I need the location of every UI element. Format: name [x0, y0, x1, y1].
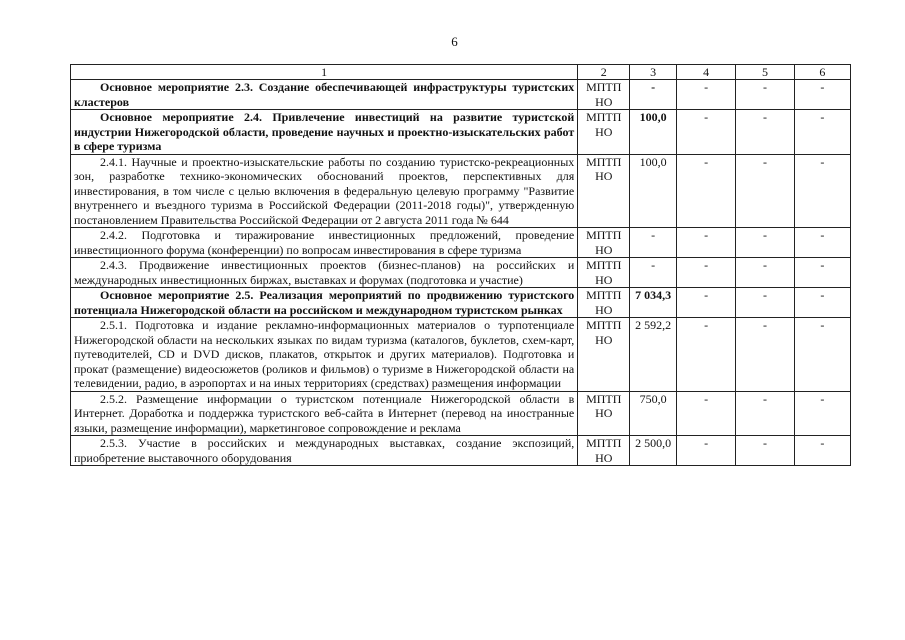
amount-cell: 7 034,3 [630, 288, 677, 318]
amount-cell: 2 592,2 [630, 318, 677, 392]
value-cell-4: - [676, 228, 735, 258]
value-cell-4: - [676, 288, 735, 318]
amount-cell: 750,0 [630, 391, 677, 436]
value-cell-6: - [794, 258, 850, 288]
value-cell-4: - [676, 154, 735, 228]
executor-cell: МПТП НО [578, 110, 630, 155]
value-cell-6: - [794, 318, 850, 392]
value-cell-5: - [736, 110, 794, 155]
column-header-6: 6 [794, 65, 850, 80]
activity-name-cell: 2.5.2. Размещение информации о туристском потенциале Нижегородской области в Интернет. Доработка и поддержка туристского веб-сайта в Интернет (перевод на иностранные языки, размещение информации), маркетинговое сопровождение и реклама [71, 391, 578, 436]
activity-name-cell: Основное мероприятие 2.3. Создание обеспечивающей инфраструктуры туристских кластеров [71, 80, 578, 110]
executor-cell: МПТП НО [578, 391, 630, 436]
program-table [70, 64, 851, 466]
column-header-2: 2 [578, 65, 630, 80]
value-cell-5: - [736, 228, 794, 258]
executor-cell: МПТП НО [578, 258, 630, 288]
executor-cell: МПТП НО [578, 228, 630, 258]
table-row [71, 110, 851, 155]
activity-name-cell: Основное мероприятие 2.5. Реализация мероприятий по продвижению туристского потенциала Нижегородской области на российском и международном туристском рынках [71, 288, 578, 318]
amount-cell: - [630, 258, 677, 288]
executor-cell: МПТП НО [578, 436, 630, 466]
executor-cell: МПТП НО [578, 80, 630, 110]
value-cell-6: - [794, 288, 850, 318]
amount-cell: - [630, 80, 677, 110]
activity-name-cell: 2.4.1. Научные и проектно-изыскательские работы по созданию туристско-рекреационных зон, разработке технико-экономических обоснований проектов, перспективных для инвестирования, в том числе с целью включения в федеральную целевую программу "Развитие внутреннего и въездного туризма в Российской Федерации (2011-2018 годы)", утвержденную постановлением Правительства Российской Федерации от 2 августа 2011 года № 644 [71, 154, 578, 228]
column-header-4: 4 [676, 65, 735, 80]
value-cell-6: - [794, 154, 850, 228]
amount-cell: - [630, 228, 677, 258]
value-cell-5: - [736, 258, 794, 288]
value-cell-6: - [794, 110, 850, 155]
value-cell-6: - [794, 80, 850, 110]
value-cell-4: - [676, 318, 735, 392]
table-row [71, 391, 851, 436]
amount-cell: 100,0 [630, 110, 677, 155]
table-header-row [71, 65, 851, 80]
value-cell-5: - [736, 154, 794, 228]
value-cell-4: - [676, 258, 735, 288]
value-cell-6: - [794, 391, 850, 436]
value-cell-4: - [676, 80, 735, 110]
table-row [71, 436, 851, 466]
activity-name-cell: Основное мероприятие 2.4. Привлечение инвестиций на развитие туристской индустрии Нижегородской области, проведение научных и проектно-изыскательских работ в сфере туризма [71, 110, 578, 155]
value-cell-4: - [676, 391, 735, 436]
page-number: 6 [451, 34, 458, 49]
executor-cell: МПТП НО [578, 318, 630, 392]
table-row [71, 228, 851, 258]
amount-cell: 100,0 [630, 154, 677, 228]
activity-name-cell: 2.5.1. Подготовка и издание рекламно-информационных материалов о турпотенциале Нижегородской области на нескольких языках по видам туризма (каталогов, буклетов, схем-карт, путеводителей, CD и DVD дисков, плакатов, открыток и других материалов). Подготовка и прокат (размещение) видеосюжетов (роликов и фильмов) о туризме в Нижегородской области на телевидении, радио, в аэропортах и на иных территориях (средствах) размещения информации [71, 318, 578, 392]
value-cell-5: - [736, 288, 794, 318]
column-header-3: 3 [630, 65, 677, 80]
value-cell-6: - [794, 436, 850, 466]
column-header-1: 1 [71, 65, 578, 80]
executor-cell: МПТП НО [578, 288, 630, 318]
table-row [71, 80, 851, 110]
value-cell-4: - [676, 110, 735, 155]
column-header-5: 5 [736, 65, 794, 80]
amount-cell: 2 500,0 [630, 436, 677, 466]
table-row [71, 154, 851, 228]
table-row [71, 288, 851, 318]
value-cell-4: - [676, 436, 735, 466]
value-cell-6: - [794, 228, 850, 258]
activity-name-cell: 2.4.2. Подготовка и тиражирование инвестиционных предложений, проведение инвестиционного форума (конференции) по вопросам инвестирования в сфере туризма [71, 228, 578, 258]
table-row [71, 318, 851, 392]
value-cell-5: - [736, 436, 794, 466]
value-cell-5: - [736, 391, 794, 436]
activity-name-cell: 2.5.3. Участие в российских и международных выставках, создание экспозиций, приобретение выставочного оборудования [71, 436, 578, 466]
executor-cell: МПТП НО [578, 154, 630, 228]
activity-name-cell: 2.4.3. Продвижение инвестиционных проектов (бизнес-планов) на российских и международных инвестиционных биржах, выставках и форумах (подготовка и участие) [71, 258, 578, 288]
table-row [71, 258, 851, 288]
value-cell-5: - [736, 318, 794, 392]
value-cell-5: - [736, 80, 794, 110]
